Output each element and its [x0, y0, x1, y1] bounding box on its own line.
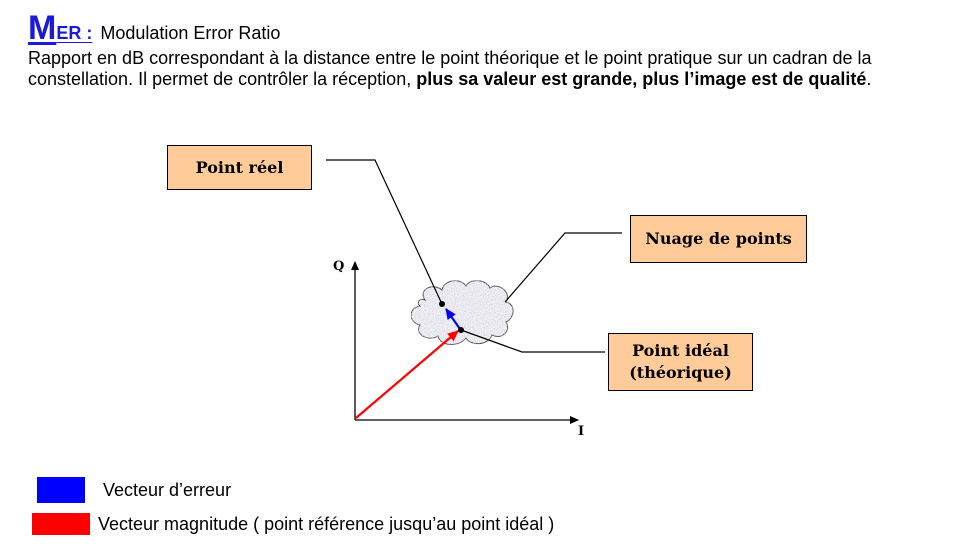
point-cloud	[411, 281, 513, 345]
leader-nuage	[505, 233, 622, 302]
legend-magnitude-vector	[32, 513, 554, 535]
label-nuage	[630, 215, 807, 263]
legend-swatch-blue	[37, 477, 85, 503]
label-point-reel-text: Point réel	[195, 157, 284, 177]
legend-label-magnitude: Vecteur magnitude ( point référence jusqu’au point idéal )	[98, 513, 555, 534]
legend-error-vector	[37, 477, 231, 503]
label-nuage-text: Nuage de points	[645, 229, 792, 248]
label-point-reel	[167, 145, 312, 190]
ideal-point	[458, 327, 464, 333]
description-bold: plus sa valeur est grande, plus l’image est de qualité	[416, 69, 867, 89]
title-subtitle: Modulation Error Ratio	[100, 23, 281, 43]
description-text: Rapport en dB correspondant à la distance entre le point théorique et le point pratique sur un cadran de la constellation. Il permet de contrôler la réception,	[28, 48, 872, 89]
label-point-ideal-line1: Point idéal	[632, 341, 729, 360]
title-initial: M	[28, 9, 57, 47]
real-point	[439, 301, 445, 307]
description-end: .	[866, 69, 872, 89]
legend-label-error: Vecteur d’erreur	[103, 479, 232, 500]
label-point-ideal	[608, 333, 753, 391]
i-axis-label: I	[578, 424, 585, 439]
magnitude-vector	[356, 331, 458, 418]
label-point-ideal-line2: (théorique)	[629, 363, 732, 382]
leader-point-reel	[326, 160, 442, 304]
q-axis-label: Q	[333, 259, 345, 274]
legend-swatch-red	[32, 513, 90, 535]
title-acronym: ER :	[56, 23, 93, 43]
